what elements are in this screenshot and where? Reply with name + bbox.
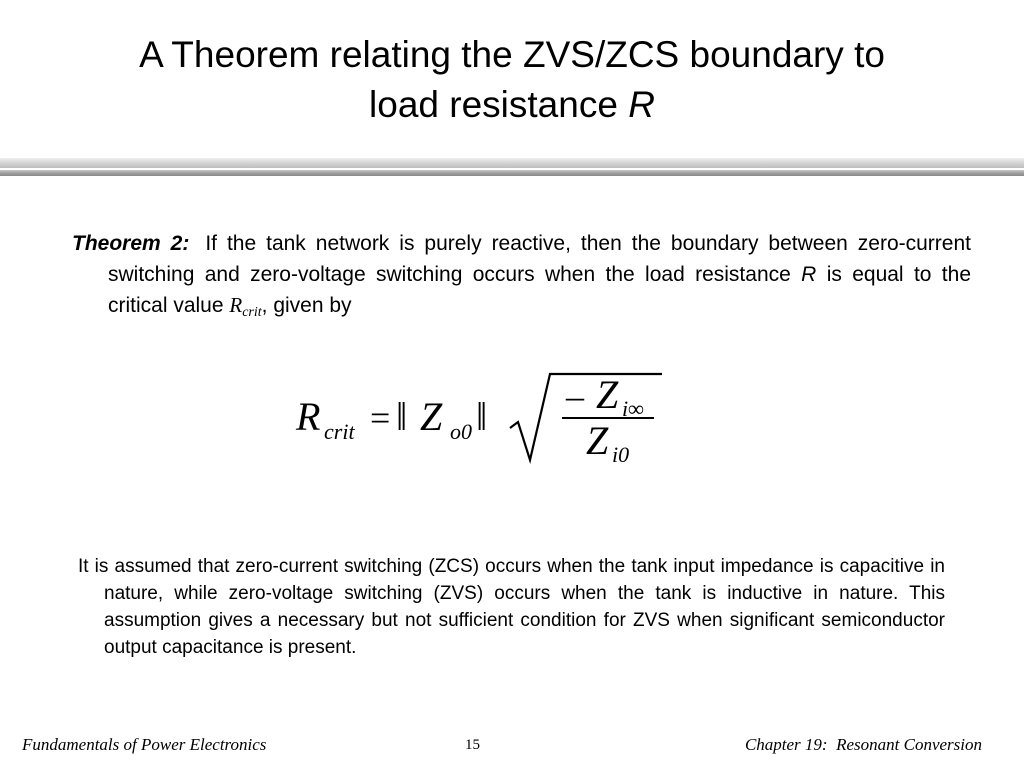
- equation-equals-sign: =: [370, 398, 391, 438]
- equation-lhs-subscript: crit: [324, 419, 355, 444]
- equation-denominator-base: Z: [586, 418, 609, 463]
- slide-title-line-1: A Theorem relating the ZVS/ZCS boundary to: [139, 34, 885, 75]
- slide-title-variable-r: R: [628, 84, 655, 125]
- theorem-label: Theorem 2:: [72, 232, 190, 255]
- slide-title-line-2: [0, 80, 1024, 130]
- theorem-statement: [72, 228, 971, 321]
- theorem-text-part-2: is equal to the critical value: [108, 263, 972, 317]
- theorem-text-part-3: , given by: [261, 294, 352, 317]
- equation-denominator-subscript: i0: [612, 442, 630, 467]
- title-divider-upper-bar: [0, 158, 1024, 168]
- theorem-text-part-1: If the tank network is purely reactive, then the boundary between zero-current switching and zero-voltage switching occurs when the load resistance: [108, 232, 971, 286]
- theorem-rcrit-subscript: crit: [242, 305, 262, 320]
- theorem-rcrit-symbol: [229, 293, 262, 320]
- equation-lhs-base: R: [296, 394, 321, 439]
- equation-numerator-base: Z: [596, 372, 619, 417]
- equation-norm-right: ‖: [476, 394, 488, 439]
- title-divider: [0, 158, 1024, 180]
- footer-page-number: 15: [465, 737, 480, 753]
- slide-title: [0, 30, 1024, 130]
- theorem-variable-r: R: [801, 263, 817, 286]
- rcrit-equation-graphic: [290, 368, 670, 468]
- rcrit-equation: [290, 368, 670, 468]
- theorem-rcrit-base: R: [229, 293, 243, 317]
- equation-numerator-minus: –: [566, 376, 584, 416]
- equation-numerator-subscript: i∞: [622, 396, 644, 421]
- slide-title-line-2-text: load resistance: [369, 84, 629, 125]
- footer-book-title: Fundamentals of Power Electronics: [22, 735, 267, 754]
- footer-chapter-title: Chapter 19: Resonant Conversion: [744, 735, 982, 754]
- title-divider-lower-bar: [0, 170, 1024, 176]
- equation-z-subscript: o0: [450, 419, 472, 444]
- assumption-paragraph: It is assumed that zero-current switching (ZCS) occurs when the tank input impedance is capacitive in nature, while zero-voltage switching (ZVS) occurs when the tank is inductive in nature. This assumption gives a necessary but not sufficient condition for ZVS when significant semiconductor output capacitance is present.: [78, 556, 945, 658]
- equation-norm-left: ‖: [396, 394, 408, 439]
- equation-z-base: Z: [420, 394, 443, 439]
